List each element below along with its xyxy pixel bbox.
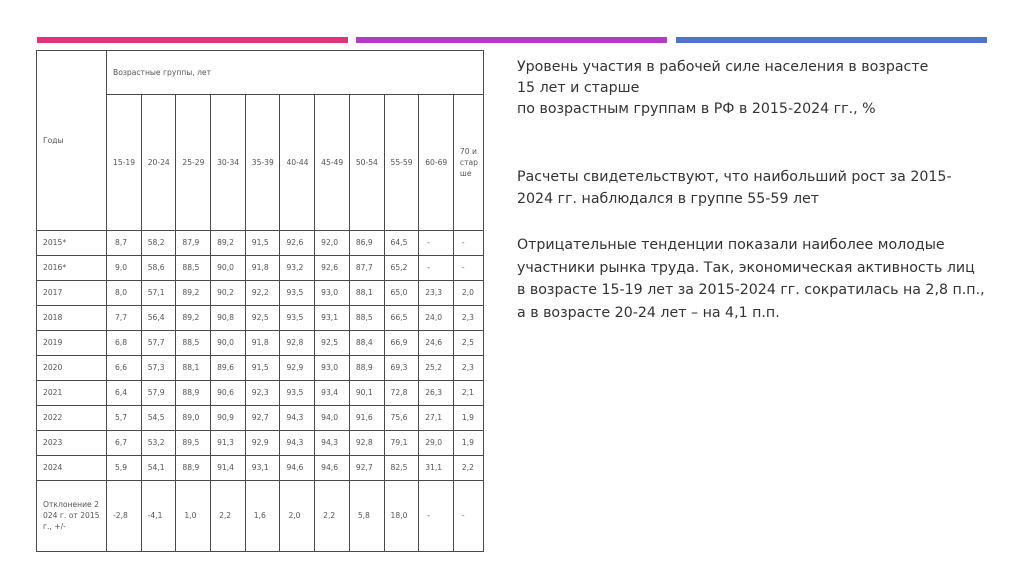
- accent-bar-pink: [37, 37, 348, 43]
- value-cell: 90,9: [211, 405, 246, 430]
- table-row: [37, 455, 484, 480]
- table-row: [37, 380, 484, 405]
- value-cell: 92,7: [349, 455, 384, 480]
- value-cell: 92,6: [280, 230, 315, 255]
- value-cell: 92,5: [315, 330, 350, 355]
- value-cell: 93,0: [315, 355, 350, 380]
- value-cell: 88,1: [349, 280, 384, 305]
- value-cell: 64,5: [384, 230, 419, 255]
- value-cell: 94,3: [315, 430, 350, 455]
- value-cell: 54,1: [141, 455, 176, 480]
- age-group-header: 70 и старше: [453, 94, 483, 230]
- value-cell: 2,0: [280, 480, 315, 551]
- value-cell: 91,4: [211, 455, 246, 480]
- table-row: [37, 255, 484, 280]
- value-cell: 18,0: [384, 480, 419, 551]
- value-cell: 93,5: [280, 380, 315, 405]
- age-group-header: 25-29: [176, 94, 211, 230]
- title-line-3: по возрастным группам в РФ в 2015-2024 гг., %: [517, 101, 876, 117]
- value-cell: -: [453, 480, 483, 551]
- value-cell: 27,1: [419, 405, 454, 430]
- value-cell: 6,7: [107, 430, 142, 455]
- value-cell: 93,1: [315, 305, 350, 330]
- age-group-header: 30-34: [211, 94, 246, 230]
- year-cell: 2024: [37, 455, 107, 480]
- age-group-header: 40-44: [280, 94, 315, 230]
- value-cell: 90,0: [211, 330, 246, 355]
- value-cell: 53,2: [141, 430, 176, 455]
- value-cell: 7,7: [107, 305, 142, 330]
- value-cell: 91,8: [245, 330, 280, 355]
- value-cell: 8,0: [107, 280, 142, 305]
- value-cell: 92,2: [245, 280, 280, 305]
- value-cell: 89,2: [176, 280, 211, 305]
- value-cell: 23,3: [419, 280, 454, 305]
- table-row: [37, 405, 484, 430]
- value-cell: 94,0: [315, 405, 350, 430]
- age-groups-header: Возрастные группы, лет: [107, 51, 484, 95]
- value-cell: 90,6: [211, 380, 246, 405]
- value-cell: -2,8: [107, 480, 142, 551]
- title-line-1: Уровень участия в рабочей силе населения в возрасте: [517, 59, 929, 75]
- value-cell: 88,9: [176, 455, 211, 480]
- value-cell: 91,3: [211, 430, 246, 455]
- value-cell: 92,8: [280, 330, 315, 355]
- value-cell: 69,3: [384, 355, 419, 380]
- value-cell: 86,9: [349, 230, 384, 255]
- value-cell: 5,7: [107, 405, 142, 430]
- value-cell: 92,3: [245, 380, 280, 405]
- value-cell: -: [453, 255, 483, 280]
- paragraph-negative-trends: Отрицательные тенденции показали наиболее молодые участники рынка труда. Так, экономическая активность лиц в возрасте 15-19 лет за 2015-2024 гг. сократилась на 2,8 п.п., а в возрасте 20-24 лет – на 4,1 п.п.: [517, 237, 985, 321]
- value-cell: 29,0: [419, 430, 454, 455]
- value-cell: 1,0: [176, 480, 211, 551]
- table-row: [37, 480, 484, 551]
- value-cell: 89,0: [176, 405, 211, 430]
- value-cell: -: [419, 480, 454, 551]
- value-cell: 89,5: [176, 430, 211, 455]
- value-cell: 92,5: [245, 305, 280, 330]
- value-cell: 94,3: [280, 405, 315, 430]
- value-cell: 66,5: [384, 305, 419, 330]
- value-cell: 88,5: [349, 305, 384, 330]
- table-row: [37, 355, 484, 380]
- value-cell: 91,5: [245, 355, 280, 380]
- age-group-header: 35-39: [245, 94, 280, 230]
- value-cell: -4,1: [141, 480, 176, 551]
- participation-table: [36, 50, 484, 552]
- value-cell: 93,5: [280, 280, 315, 305]
- value-cell: 1,9: [453, 405, 483, 430]
- value-cell: 2,3: [453, 305, 483, 330]
- value-cell: 90,0: [211, 255, 246, 280]
- year-cell: Отклонение 2024 г. от 2015 г., +/-: [37, 480, 107, 551]
- value-cell: 92,9: [245, 430, 280, 455]
- value-cell: 94,3: [280, 430, 315, 455]
- value-cell: 90,8: [211, 305, 246, 330]
- year-cell: 2015*: [37, 230, 107, 255]
- value-cell: 2,2: [453, 455, 483, 480]
- value-cell: 1,6: [245, 480, 280, 551]
- value-cell: 92,0: [315, 230, 350, 255]
- age-group-header: 45-49: [315, 94, 350, 230]
- year-cell: 2019: [37, 330, 107, 355]
- value-cell: 87,7: [349, 255, 384, 280]
- value-cell: 89,6: [211, 355, 246, 380]
- value-cell: 87,9: [176, 230, 211, 255]
- value-cell: 93,1: [245, 455, 280, 480]
- title-line-2: 15 лет и старше: [517, 80, 640, 96]
- value-cell: 93,0: [315, 280, 350, 305]
- value-cell: 2,1: [453, 380, 483, 405]
- value-cell: 88,9: [349, 355, 384, 380]
- value-cell: 93,2: [280, 255, 315, 280]
- slide-title: [517, 57, 987, 120]
- value-cell: 58,2: [141, 230, 176, 255]
- value-cell: 24,0: [419, 305, 454, 330]
- value-cell: 88,4: [349, 330, 384, 355]
- value-cell: 92,7: [245, 405, 280, 430]
- value-cell: 24,6: [419, 330, 454, 355]
- value-cell: 57,9: [141, 380, 176, 405]
- value-cell: 94,6: [315, 455, 350, 480]
- value-cell: -: [453, 230, 483, 255]
- accent-bar-blue: [676, 37, 987, 43]
- value-cell: 72,8: [384, 380, 419, 405]
- value-cell: 88,5: [176, 255, 211, 280]
- year-cell: 2020: [37, 355, 107, 380]
- value-cell: 5,9: [107, 455, 142, 480]
- years-header: Годы: [37, 51, 107, 231]
- value-cell: 5,8: [349, 480, 384, 551]
- table-row: [37, 230, 484, 255]
- value-cell: 79,1: [384, 430, 419, 455]
- value-cell: 26,3: [419, 380, 454, 405]
- value-cell: -: [419, 255, 454, 280]
- value-cell: 25,2: [419, 355, 454, 380]
- value-cell: 1,9: [453, 430, 483, 455]
- age-group-header: 20-24: [141, 94, 176, 230]
- value-cell: 89,2: [176, 305, 211, 330]
- value-cell: 90,1: [349, 380, 384, 405]
- value-cell: 93,4: [315, 380, 350, 405]
- value-cell: 91,6: [349, 405, 384, 430]
- year-cell: 2018: [37, 305, 107, 330]
- value-cell: 66,9: [384, 330, 419, 355]
- value-cell: 2,5: [453, 330, 483, 355]
- value-cell: 90,2: [211, 280, 246, 305]
- accent-bar-purple: [356, 37, 667, 43]
- age-group-header: 60-69: [419, 94, 454, 230]
- value-cell: 6,4: [107, 380, 142, 405]
- value-cell: 65,0: [384, 280, 419, 305]
- value-cell: 65,2: [384, 255, 419, 280]
- value-cell: 2,3: [453, 355, 483, 380]
- value-cell: 6,8: [107, 330, 142, 355]
- table-row: [37, 430, 484, 455]
- value-cell: 2,2: [211, 480, 246, 551]
- value-cell: 2,2: [315, 480, 350, 551]
- value-cell: 2,0: [453, 280, 483, 305]
- value-cell: 91,5: [245, 230, 280, 255]
- value-cell: 82,5: [384, 455, 419, 480]
- value-cell: 31,1: [419, 455, 454, 480]
- participation-table-wrap: [36, 50, 484, 552]
- value-cell: 58,6: [141, 255, 176, 280]
- value-cell: 57,7: [141, 330, 176, 355]
- year-cell: 2021: [37, 380, 107, 405]
- value-cell: 92,8: [349, 430, 384, 455]
- year-cell: 2023: [37, 430, 107, 455]
- table-row: [37, 330, 484, 355]
- value-cell: 94,6: [280, 455, 315, 480]
- value-cell: 9,0: [107, 255, 142, 280]
- value-cell: 6,6: [107, 355, 142, 380]
- value-cell: 56,4: [141, 305, 176, 330]
- value-cell: 92,6: [315, 255, 350, 280]
- value-cell: 57,3: [141, 355, 176, 380]
- table-row: [37, 280, 484, 305]
- value-cell: 88,5: [176, 330, 211, 355]
- value-cell: 54,5: [141, 405, 176, 430]
- year-cell: 2022: [37, 405, 107, 430]
- value-cell: 93,5: [280, 305, 315, 330]
- value-cell: 75,6: [384, 405, 419, 430]
- value-cell: 57,1: [141, 280, 176, 305]
- value-cell: 88,1: [176, 355, 211, 380]
- value-cell: 91,8: [245, 255, 280, 280]
- paragraph-growth: Расчеты свидетельствуют, что наибольший рост за 2015-2024 гг. наблюдался в группе 55-59 лет: [517, 169, 952, 207]
- age-group-header: 55-59: [384, 94, 419, 230]
- age-group-header: 50-54: [349, 94, 384, 230]
- value-cell: 89,2: [211, 230, 246, 255]
- table-row: [37, 305, 484, 330]
- value-cell: 8,7: [107, 230, 142, 255]
- value-cell: -: [419, 230, 454, 255]
- age-group-header: 15-19: [107, 94, 142, 230]
- value-cell: 88,9: [176, 380, 211, 405]
- year-cell: 2016*: [37, 255, 107, 280]
- value-cell: 92,9: [280, 355, 315, 380]
- year-cell: 2017: [37, 280, 107, 305]
